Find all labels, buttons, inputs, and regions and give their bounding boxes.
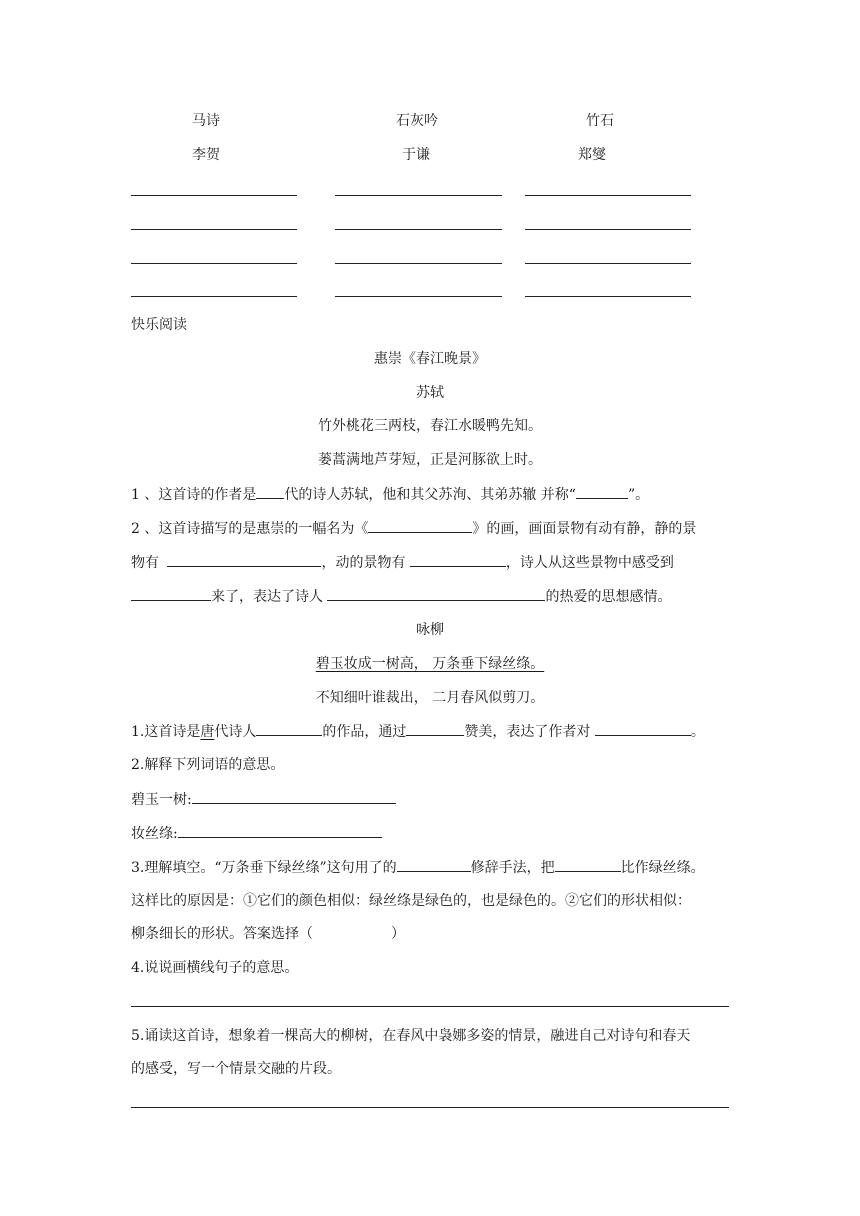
reading2-term-1: 碧玉一树: [131,789,396,810]
reading2-question-4: 4.说说画横线句子的意思。 [131,960,299,976]
reading2-question-3-line-2: 这样比的原因是：①它们的颜色相似：绿丝绦是绿色的，也是绿色的。②它们的形状相似： [131,893,691,909]
reading1-question-1: 1 、这首诗的作者是 代的诗人苏轼，他和其父苏洵、其弟苏辙 并称“ ”。 [131,484,649,505]
answer-blank[interactable] [131,586,211,601]
answer-blank[interactable] [595,721,691,736]
writing-line[interactable] [525,229,691,230]
poem-author-3: 郑燮 [578,147,606,163]
writing-line[interactable] [525,296,691,297]
reading2-question-3-line-1: 3.理解填空。“万条垂下绿丝绦”这句用了的 修辞手法，把 比作绿丝绦。 [131,857,705,878]
poem-author-1: 李贺 [192,147,220,163]
answer-blank[interactable] [576,484,628,499]
poem-title-1: 马诗 [192,113,220,129]
poem-author-2: 于谦 [402,147,430,163]
answer-blank[interactable] [368,518,472,533]
answer-blank[interactable] [178,823,382,838]
answer-blank[interactable] [555,857,621,872]
answer-line[interactable] [131,1107,729,1108]
writing-line[interactable] [335,229,502,230]
reading1-question-2-line-3: 来了，表达了诗人 的热爱的思想感情。 [131,586,671,607]
writing-line[interactable] [525,195,691,196]
reading2-title: 咏柳 [416,622,444,638]
reading2-question-5-line-2: 的感受，写一个情景交融的片段。 [131,1061,341,1077]
writing-line[interactable] [335,195,502,196]
answer-blank[interactable] [256,721,322,736]
writing-line[interactable] [131,296,297,297]
answer-blank[interactable] [410,552,506,567]
reading2-term-2: 妆丝绦: [131,823,382,844]
reading2-question-1: 1.这首诗是唐代诗人 的作品，通过 赞美，表达了作者对 。 [131,721,705,742]
answer-blank[interactable] [397,857,471,872]
answer-blank[interactable] [167,552,321,567]
reading1-author: 苏轼 [416,385,444,401]
reading1-question-2-line-2: 物有 ，动的景物有 ，诗人从这些景物中感受到 [131,552,674,573]
writing-line[interactable] [131,229,297,230]
reading2-poem-line-2: 不知细叶谁裁出， 二月春风似剪刀。 [315,690,545,706]
answer-blank[interactable] [192,789,396,804]
reading2-poem-line-1: 碧玉妆成一树高， 万条垂下绿丝绦。 [315,656,545,672]
answer-line[interactable] [131,1006,729,1007]
section-title: 快乐阅读 [131,317,187,333]
writing-line[interactable] [131,263,297,264]
answer-blank[interactable] [327,586,545,601]
writing-line[interactable] [525,263,691,264]
poem-title-3: 竹石 [586,113,614,129]
writing-line[interactable] [335,263,502,264]
reading2-question-3-line-3: 柳条细长的形状。答案选择（ ） [131,926,405,942]
answer-blank[interactable] [256,484,284,499]
reading1-poem-line-2: 蒌蒿满地芦芽短，正是河豚欲上时。 [318,452,542,468]
writing-line[interactable] [131,195,297,196]
reading2-question-2: 2.解释下列词语的意思。 [131,757,285,773]
reading1-question-2-line-1: 2 、这首诗描写的是惠崇的一幅名为《 》的画，画面景物有动有静，静的景 [131,518,696,539]
poem-title-2: 石灰吟 [396,113,438,129]
reading2-question-5-line-1: 5.诵读这首诗，想象着一棵高大的柳树，在春风中袅娜多姿的情景，融进自己对诗句和春天 [131,1028,691,1044]
answer-blank[interactable] [406,721,464,736]
reading1-poem-line-1: 竹外桃花三两枝，春江水暖鸭先知。 [318,418,542,434]
writing-line[interactable] [335,296,502,297]
reading1-title: 惠崇《春江晚景》 [374,351,486,367]
